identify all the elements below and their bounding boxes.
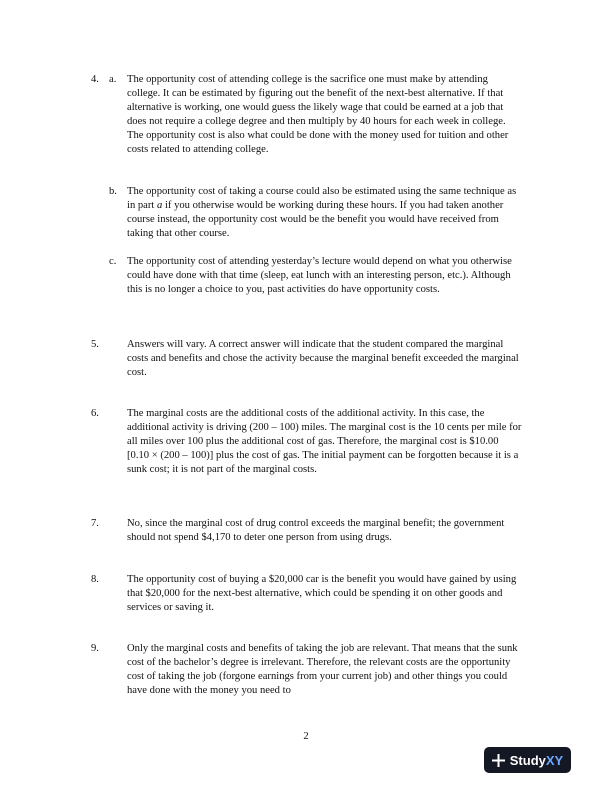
item-8-text: The opportunity cost of buying a $20,000 car is the benefit you would have gained by using that $20,000 for the next-best alternative, which could be spending it on other goods and services or saving it.	[127, 574, 517, 613]
item-4a-text: The opportunity cost of attending college is the sacrifice one must make by attending college. It can be estimated by figuring out the benefit of the next-best alternative. If that alternative is working, one would guess the likely wage that could be earned at a job that does not require a college degree and then multiply by 40 hours for each week in college. The opportunity cost is also what could be done with the money used for tuition and other costs related to attending college.	[127, 74, 509, 155]
item-number: 9.	[91, 643, 99, 654]
item-part-letter: c.	[109, 256, 117, 267]
watermark-text: StudyXY	[509, 752, 564, 768]
item-number: 4.	[91, 74, 99, 85]
item-number: 8.	[91, 574, 99, 585]
item-number: 6.	[91, 408, 99, 419]
item-4b-text: The opportunity cost of taking a course could also be estimated using the same technique as in part a if you otherwise would be working during these hours. If you had taken another course instead, the opportunity cost would be the benefit you would have received from taking that other course.	[127, 186, 517, 239]
item-number: 5.	[91, 339, 99, 350]
studyxy-watermark	[484, 747, 571, 773]
emphasis-text: a	[157, 200, 163, 211]
item-6-text: The marginal costs are the additional costs of the additional activity. In this case, the additional activity is driving (200 – 100) miles. The marginal cost is the 10 cents per mile for all miles over 100 plus the additional cost of gas. Therefore, the marginal cost is $10.00 [0.10 × (200 – 100)] plus the cost of gas. The initial payment can be forgotten because it is a sunk cost; it is not part of the marginal costs.	[127, 408, 522, 475]
item-9-text: Only the marginal costs and benefits of taking the job are relevant. That means that the sunk cost of the bachelor’s degree is irrelevant. Therefore, the relevant costs are the opportunity cost of taking the job (forgone earnings from your current job) and other things you could have done with the money you need to	[127, 643, 518, 696]
item-4c-text: The opportunity cost of attending yesterday’s lecture would depend on what you otherwise could have done with that time (sleep, eat lunch with an interesting person, etc.). Although this is no longer a choice to you, past activities do have opportunity costs.	[127, 256, 512, 295]
item-part-letter: a.	[109, 74, 117, 85]
plus-icon	[492, 754, 505, 767]
page-number: 2	[303, 731, 309, 742]
item-number: 7.	[91, 518, 99, 529]
item-5-text: Answers will vary. A correct answer will indicate that the student compared the marginal costs and benefits and chose the activity because the marginal benefit exceeded the marginal cost.	[127, 339, 519, 378]
item-7-text: No, since the marginal cost of drug control exceeds the marginal benefit; the government should not spend $4,170 to deter one person from using drugs.	[127, 518, 505, 543]
item-part-letter: b.	[109, 186, 117, 197]
